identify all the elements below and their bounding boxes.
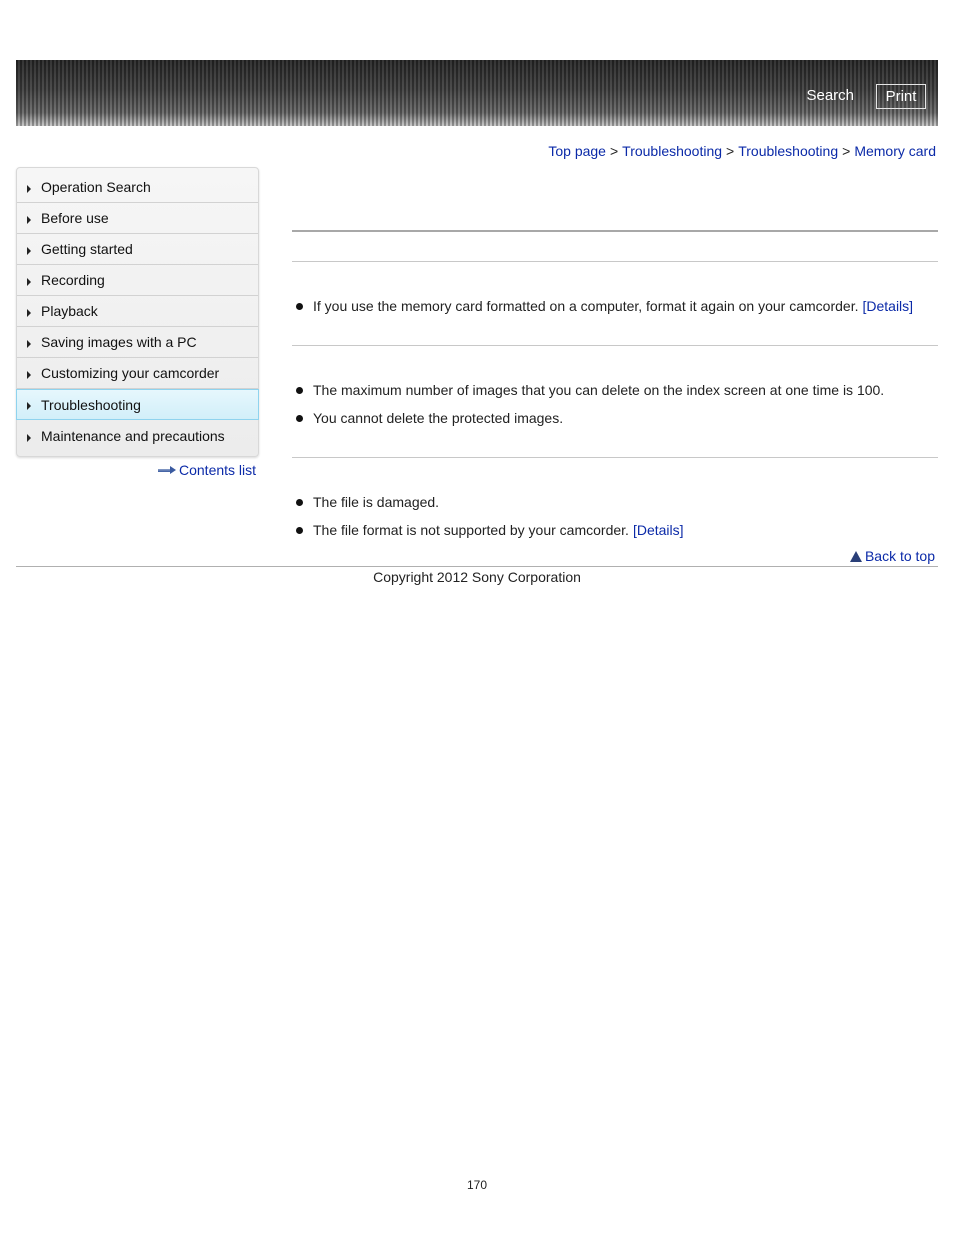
- breadcrumb-separator: >: [726, 143, 735, 159]
- footer-divider: [16, 566, 938, 567]
- list-item-text: You cannot delete the protected images.: [313, 410, 564, 426]
- arrow-right-icon: [27, 278, 31, 286]
- sidebar-nav: [16, 167, 259, 457]
- breadcrumb-troubleshooting[interactable]: Troubleshooting: [622, 143, 723, 159]
- breadcrumb-separator: >: [842, 143, 851, 159]
- list-item: [296, 382, 884, 398]
- sidebar-item-operation-search[interactable]: [17, 168, 258, 203]
- sidebar-item-saving-images[interactable]: [17, 327, 258, 358]
- arrow-right-icon: [27, 247, 31, 255]
- contents-list-link[interactable]: [158, 462, 256, 478]
- arrow-right-icon: [27, 340, 31, 348]
- sidebar-item-maintenance[interactable]: [17, 420, 258, 456]
- back-to-top-label: Back to top: [864, 548, 935, 564]
- sidebar-item-label: Before use: [41, 210, 109, 226]
- back-to-top-link[interactable]: [850, 548, 935, 564]
- triangle-up-icon: [850, 551, 862, 562]
- sidebar-item-label: Playback: [41, 303, 98, 319]
- list-item: [296, 298, 913, 314]
- sidebar-item-label: Getting started: [41, 241, 133, 257]
- list-item-text: If you use the memory card formatted on a computer, format it again on your camcorder.: [313, 298, 859, 314]
- sidebar-item-before-use[interactable]: [17, 203, 258, 234]
- contents-list-label: Contents list: [179, 462, 257, 478]
- list-item: [296, 410, 563, 426]
- sidebar-item-playback[interactable]: [17, 296, 258, 327]
- sidebar-item-recording[interactable]: [17, 265, 258, 296]
- breadcrumb-troubleshooting-sub[interactable]: Troubleshooting: [738, 143, 839, 159]
- page-number: 170: [466, 1178, 488, 1192]
- sidebar-item-label: Recording: [41, 272, 105, 288]
- sidebar-item-label: Maintenance and precautions: [41, 428, 225, 444]
- list-item-text: The file format is not supported by your camcorder.: [313, 522, 629, 538]
- details-link[interactable]: [Details]: [632, 522, 684, 538]
- breadcrumb-separator: >: [609, 143, 619, 159]
- print-button[interactable]: Print: [876, 84, 926, 109]
- section-divider: [292, 261, 938, 262]
- search-link[interactable]: Search: [806, 87, 854, 104]
- arrow-right-icon: [27, 371, 31, 379]
- section-divider: [292, 345, 938, 346]
- arrow-right-icon: [27, 185, 31, 193]
- arrow-right-icon: [27, 434, 31, 442]
- arrow-right-icon: [158, 466, 176, 474]
- sidebar-item-getting-started[interactable]: [17, 234, 258, 265]
- section-divider: [292, 457, 938, 458]
- sidebar-item-label: Saving images with a PC: [41, 334, 197, 350]
- bullet-icon: [296, 303, 303, 310]
- arrow-right-icon: [27, 402, 31, 410]
- header-bar: [16, 60, 938, 126]
- title-divider: [292, 230, 938, 232]
- details-link[interactable]: [Details]: [862, 298, 914, 314]
- list-item-text: The maximum number of images that you can delete on the index screen at one time is 100.: [313, 382, 885, 398]
- list-item: [296, 494, 439, 510]
- arrow-right-icon: [27, 309, 31, 317]
- bullet-icon: [296, 527, 303, 534]
- arrow-right-icon: [27, 216, 31, 224]
- sidebar-item-customizing[interactable]: [17, 358, 258, 389]
- bullet-icon: [296, 387, 303, 394]
- sidebar-item-label: Operation Search: [41, 179, 151, 195]
- breadcrumb-memory-card[interactable]: Memory card: [854, 143, 936, 159]
- bullet-icon: [296, 415, 303, 422]
- sidebar-item-troubleshooting[interactable]: [16, 389, 259, 420]
- sidebar-item-label: Customizing your camcorder: [41, 365, 220, 381]
- bullet-icon: [296, 499, 303, 506]
- sidebar-item-label: Troubleshooting: [41, 396, 141, 413]
- breadcrumb: [548, 143, 936, 159]
- copyright-text: Copyright 2012 Sony Corporation: [373, 569, 581, 585]
- list-item: [296, 522, 684, 538]
- breadcrumb-top-page[interactable]: Top page: [548, 143, 606, 159]
- list-item-text: The file is damaged.: [313, 494, 440, 510]
